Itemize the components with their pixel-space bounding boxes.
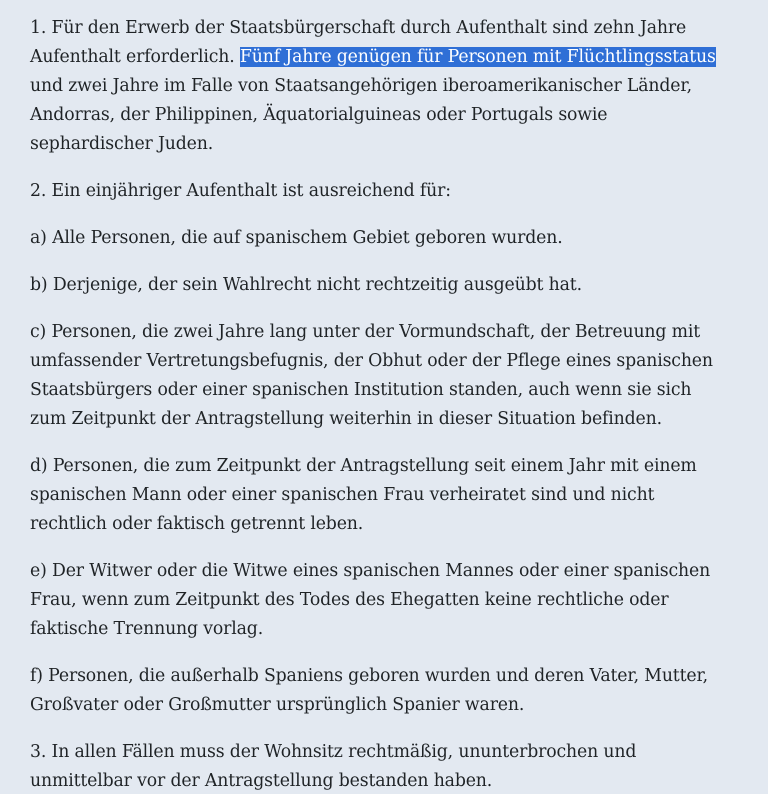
paragraph-2: 2. Ein einjähriger Aufenthalt ist ausreichend für: <box>30 181 451 201</box>
paragraph-1 <box>30 14 728 159</box>
selected-text-highlight[interactable]: Fünf Jahre genügen für Personen mit Flüchtlingsstatus <box>239 47 716 67</box>
list-item-e: e) Der Witwer oder die Witwe eines spanischen Mannes oder einer spanischen Frau, wenn zum Zeitpunkt des Todes des Ehegatten keine rechtliche oder faktische Trennung vorlag. <box>30 561 711 639</box>
list-item-a: a) Alle Personen, die auf spanischem Gebiet geboren wurden. <box>30 228 563 248</box>
paragraph-3: 3. In allen Fällen muss der Wohnsitz rechtmäßig, ununterbrochen und unmittelbar vor der Antragstellung bestanden haben. <box>30 742 637 791</box>
list-item-b: b) Derjenige, der sein Wahlrecht nicht rechtzeitig ausgeübt hat. <box>30 275 582 295</box>
list-item-d: d) Personen, die zum Zeitpunkt der Antragstellung seit einem Jahr mit einem spanischen Mann oder einer spanischen Frau verheiratet sind und nicht rechtlich oder faktisch getrennt leben. <box>30 456 697 534</box>
paragraph-1-text: 1. Für den Erwerb der Staatsbürgerschaft durch Aufenthalt sind zehn Jahre Aufenthalt erforderlich. <box>30 18 687 67</box>
paragraph-1-continuation: und zwei Jahre im Falle von Staatsangehörigen iberoamerikanischer Länder, Andorras, der Philippinen, Äquatorialguineas oder Portugals sowie sephardischer Juden. <box>30 76 692 154</box>
list-item-c: c) Personen, die zwei Jahre lang unter der Vormundschaft, der Betreuung mit umfassender Vertretungsbefugnis, der Obhut oder der Pflege eines spanischen Staatsbürgers oder einer spanischen Institution standen, auch wenn sie sich zum Zeitpunkt der Antragstellung weiterhin in dieser Situation befinden. <box>30 322 713 429</box>
list-item-f: f) Personen, die außerhalb Spaniens geboren wurden und deren Vater, Mutter, Großvater oder Großmutter ursprünglich Spanier waren. <box>30 666 709 715</box>
